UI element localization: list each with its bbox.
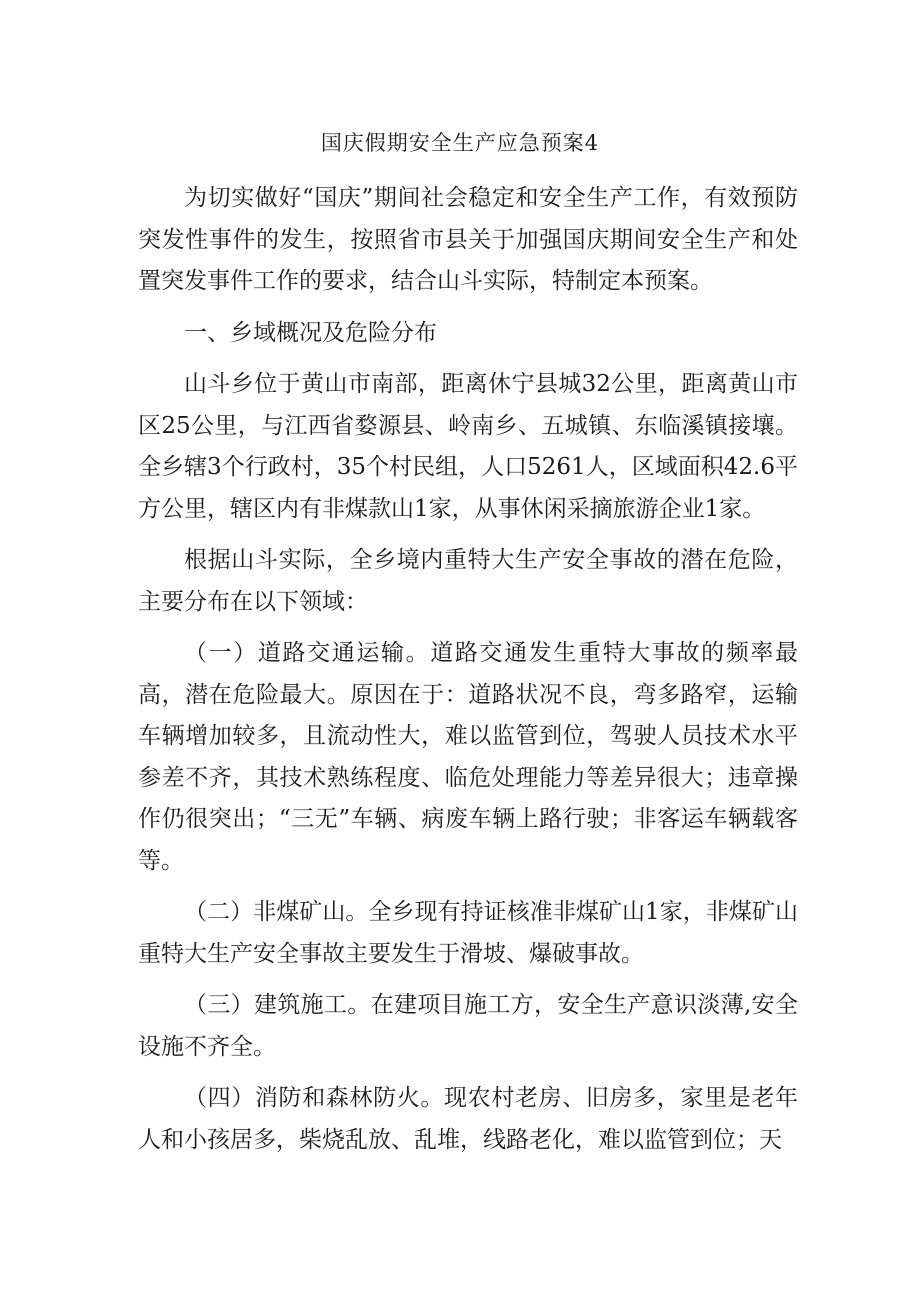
document-body bbox=[138, 178, 798, 1171]
paragraph-intro: 为切实做好“国庆”期间社会稳定和安全生产工作，有效预防突发性事件的发生，按照省市县关于加强国庆期间安全生产和处置突发事件工作的要求，结合山斗实际，特制定本预案。 bbox=[138, 185, 798, 294]
paragraph-overview: 山斗乡位于黄山市南部，距离休宁县城32公里，距离黄山市区25公里，与江西省婺源县、岭南乡、五城镇、东临溪镇接壤。全乡辖3个行政村，35个村民组，人口5261人，区域面积42.6平方公里，辖区内有非煤款山1家，从事休闲采摘旅游企业1家。 bbox=[138, 371, 798, 522]
paragraph-fire-prevention: （四）消防和森林防火。现农村老房、旧房多，家里是老年人和小孩居多，柴烧乱放、乱堆，线路老化，难以监管到位；天 bbox=[138, 1085, 798, 1153]
paragraph-road-traffic: （一）道路交通运输。道路交通发生重特大事故的频率最高，潜在危险最大。原因在于：道路状况不良，弯多路窄，运输车辆增加较多，且流动性大，难以监管到位，驾驶人员技术水平参差不齐，其技术熟练程度、临危处理能力等差异很大；违章操作仍很突出；“三无”车辆、病废车辆上路行驶；非客运车辆载客等。 bbox=[138, 640, 798, 874]
paragraph-non-coal-mine: （二）非煤矿山。全乡现有持证核准非煤矿山1家，非煤矿山重特大生产安全事故主要发生于滑坡、爆破事故。 bbox=[138, 899, 798, 967]
document-title: 国庆假期安全生产应急预案4 bbox=[320, 131, 600, 155]
paragraph-risk-summary: 根据山斗实际，全乡境内重特大生产安全事故的潜在危险，主要分布在以下领域： bbox=[138, 547, 798, 615]
paragraph-construction: （三）建筑施工。在建项目施工方，安全生产意识淡薄,安全设施不齐全。 bbox=[138, 992, 798, 1060]
section-heading-1: 一、乡域概况及危险分布 bbox=[184, 319, 437, 346]
